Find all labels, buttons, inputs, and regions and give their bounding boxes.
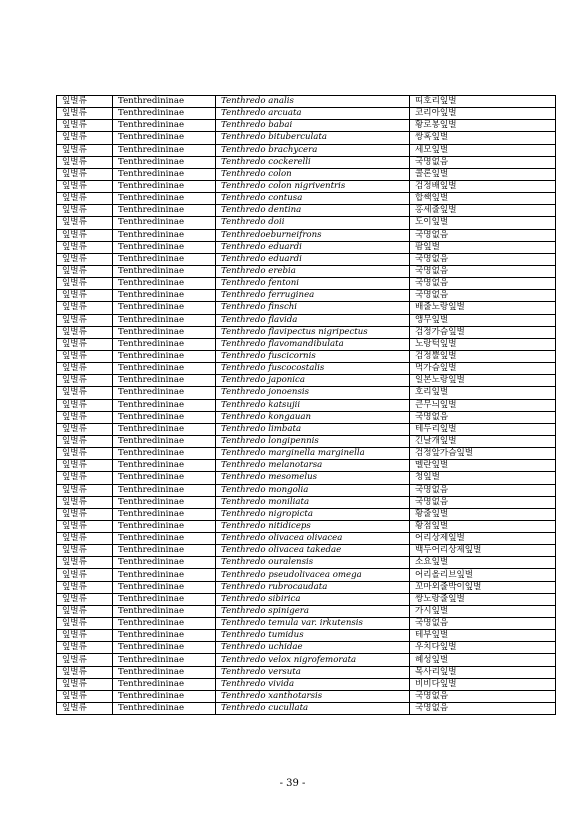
- korean-name-cell: 국명없음: [410, 290, 556, 302]
- subfamily-cell: Tenthredininae: [113, 654, 216, 666]
- group-cell: 잎벌류: [57, 229, 113, 241]
- subfamily-cell: Tenthredininae: [113, 557, 216, 569]
- group-cell: 잎벌류: [57, 205, 113, 217]
- scientific-name-cell: Tenthredo temula var. irkutensis: [216, 618, 410, 630]
- subfamily-cell: Tenthredininae: [113, 96, 216, 108]
- table-row: [57, 217, 556, 229]
- group-cell: 잎벌류: [57, 423, 113, 435]
- table-row: [57, 193, 556, 205]
- table-row: [57, 399, 556, 411]
- scientific-name-cell: Tenthredo japonica: [216, 375, 410, 387]
- table-row: [57, 241, 556, 253]
- korean-name-cell: 꼬마외줄박이잎벌: [410, 581, 556, 593]
- group-cell: 잎벌류: [57, 654, 113, 666]
- korean-name-cell: 검정배잎벌: [410, 180, 556, 192]
- subfamily-cell: Tenthredininae: [113, 423, 216, 435]
- group-cell: 잎벌류: [57, 326, 113, 338]
- subfamily-cell: Tenthredininae: [113, 205, 216, 217]
- subfamily-cell: Tenthredininae: [113, 690, 216, 702]
- scientific-name-cell: Tenthredo erebia: [216, 265, 410, 277]
- scientific-name-cell: Tenthredo jonoensis: [216, 387, 410, 399]
- table-row: [57, 557, 556, 569]
- table-row: [57, 253, 556, 265]
- table-row: [57, 630, 556, 642]
- scientific-name-cell: Tenthredo flavomandibulata: [216, 338, 410, 350]
- table-row: [57, 156, 556, 168]
- group-cell: 잎벌류: [57, 302, 113, 314]
- scientific-name-cell: Tenthredo fuscocostalis: [216, 363, 410, 375]
- scientific-name-cell: Tenthredo velox nigrofemorata: [216, 654, 410, 666]
- group-cell: 잎벌류: [57, 581, 113, 593]
- group-cell: 잎벌류: [57, 484, 113, 496]
- korean-name-cell: 가시잎벌: [410, 605, 556, 617]
- table-row: [57, 326, 556, 338]
- table-row: [57, 545, 556, 557]
- korean-name-cell: 어리상제잎벌: [410, 533, 556, 545]
- subfamily-cell: Tenthredininae: [113, 581, 216, 593]
- scientific-name-cell: Tenthredo cucullata: [216, 703, 410, 715]
- table-row: [57, 290, 556, 302]
- korean-name-cell: 국명없음: [410, 690, 556, 702]
- group-cell: 잎벌류: [57, 399, 113, 411]
- group-cell: 잎벌류: [57, 290, 113, 302]
- table-row: [57, 168, 556, 180]
- subfamily-cell: Tenthredininae: [113, 472, 216, 484]
- scientific-name-cell: Tenthredoeburneifrons: [216, 229, 410, 241]
- table-row: [57, 411, 556, 423]
- table-row: [57, 435, 556, 447]
- korean-name-cell: 먹가슴잎벌: [410, 363, 556, 375]
- scientific-name-cell: Tenthredo flavipectus nigripectus: [216, 326, 410, 338]
- subfamily-cell: Tenthredininae: [113, 314, 216, 326]
- table-row: [57, 108, 556, 120]
- scientific-name-cell: Tenthredo rubrocaudata: [216, 581, 410, 593]
- subfamily-cell: Tenthredininae: [113, 217, 216, 229]
- table-row: [57, 132, 556, 144]
- scientific-name-cell: Tenthredo brachycera: [216, 144, 410, 156]
- korean-name-cell: 쌍노랑줄잎벌: [410, 593, 556, 605]
- table-row: [57, 678, 556, 690]
- korean-name-cell: 호리잎벌: [410, 387, 556, 399]
- subfamily-cell: Tenthredininae: [113, 241, 216, 253]
- group-cell: 잎벌류: [57, 156, 113, 168]
- group-cell: 잎벌류: [57, 703, 113, 715]
- subfamily-cell: Tenthredininae: [113, 642, 216, 654]
- table-row: [57, 472, 556, 484]
- scientific-name-cell: Tenthredo babai: [216, 120, 410, 132]
- scientific-name-cell: Tenthredo flavida: [216, 314, 410, 326]
- scientific-name-cell: Tenthredo marginella marginella: [216, 448, 410, 460]
- scientific-name-cell: Tenthredo nitidiceps: [216, 520, 410, 532]
- scientific-name-cell: Tenthredo olivacea olivacea: [216, 533, 410, 545]
- korean-name-cell: 국명없음: [410, 411, 556, 423]
- species-table-body: [57, 96, 556, 715]
- group-cell: 잎벌류: [57, 120, 113, 132]
- table-row: [57, 642, 556, 654]
- subfamily-cell: Tenthredininae: [113, 302, 216, 314]
- scientific-name-cell: Tenthredo ferruginea: [216, 290, 410, 302]
- group-cell: 잎벌류: [57, 96, 113, 108]
- scientific-name-cell: Tenthredo melanotarsa: [216, 460, 410, 472]
- table-row: [57, 375, 556, 387]
- group-cell: 잎벌류: [57, 411, 113, 423]
- scientific-name-cell: Tenthredo ouralensis: [216, 557, 410, 569]
- korean-name-cell: 코리아잎벌: [410, 108, 556, 120]
- table-row: [57, 593, 556, 605]
- group-cell: 잎벌류: [57, 593, 113, 605]
- table-row: [57, 265, 556, 277]
- korean-name-cell: 국명없음: [410, 278, 556, 290]
- scientific-name-cell: Tenthredo mongolia: [216, 484, 410, 496]
- scientific-name-cell: Tenthredo uchidae: [216, 642, 410, 654]
- subfamily-cell: Tenthredininae: [113, 180, 216, 192]
- group-cell: 잎벌류: [57, 678, 113, 690]
- scientific-name-cell: Tenthredo olivacea takedae: [216, 545, 410, 557]
- subfamily-cell: Tenthredininae: [113, 605, 216, 617]
- subfamily-cell: Tenthredininae: [113, 630, 216, 642]
- group-cell: 잎벌류: [57, 448, 113, 460]
- korean-name-cell: 검정앞가슴잎벌: [410, 448, 556, 460]
- subfamily-cell: Tenthredininae: [113, 156, 216, 168]
- korean-name-cell: 청잎벌: [410, 472, 556, 484]
- subfamily-cell: Tenthredininae: [113, 411, 216, 423]
- group-cell: 잎벌류: [57, 375, 113, 387]
- group-cell: 잎벌류: [57, 132, 113, 144]
- group-cell: 잎벌류: [57, 520, 113, 532]
- scientific-name-cell: Tenthredo spinigera: [216, 605, 410, 617]
- group-cell: 잎벌류: [57, 350, 113, 362]
- group-cell: 잎벌류: [57, 193, 113, 205]
- subfamily-cell: Tenthredininae: [113, 533, 216, 545]
- group-cell: 잎벌류: [57, 690, 113, 702]
- scientific-name-cell: Tenthredo dentina: [216, 205, 410, 217]
- korean-name-cell: 검정가슴잎벌: [410, 326, 556, 338]
- table-row: [57, 508, 556, 520]
- subfamily-cell: Tenthredininae: [113, 326, 216, 338]
- subfamily-cell: Tenthredininae: [113, 144, 216, 156]
- table-row: [57, 96, 556, 108]
- subfamily-cell: Tenthredininae: [113, 108, 216, 120]
- korean-name-cell: 국명없음: [410, 703, 556, 715]
- korean-name-cell: 도이잎벌: [410, 217, 556, 229]
- table-row: [57, 302, 556, 314]
- scientific-name-cell: Tenthredo mesomelus: [216, 472, 410, 484]
- group-cell: 잎벌류: [57, 253, 113, 265]
- korean-name-cell: 국명없음: [410, 496, 556, 508]
- subfamily-cell: Tenthredininae: [113, 678, 216, 690]
- korean-name-cell: 국명없음: [410, 484, 556, 496]
- table-row: [57, 387, 556, 399]
- scientific-name-cell: Tenthredo fuscicornis: [216, 350, 410, 362]
- group-cell: 잎벌류: [57, 168, 113, 180]
- table-row: [57, 180, 556, 192]
- table-row: [57, 666, 556, 678]
- table-row: [57, 654, 556, 666]
- group-cell: 잎벌류: [57, 508, 113, 520]
- subfamily-cell: Tenthredininae: [113, 618, 216, 630]
- korean-name-cell: 국명없음: [410, 265, 556, 277]
- scientific-name-cell: Tenthredo moniliata: [216, 496, 410, 508]
- table-row: [57, 229, 556, 241]
- table-row: [57, 448, 556, 460]
- subfamily-cell: Tenthredininae: [113, 350, 216, 362]
- scientific-name-cell: Tenthredo versuta: [216, 666, 410, 678]
- korean-name-cell: 황로봉잎벌: [410, 120, 556, 132]
- korean-name-cell: 어리올리브잎벌: [410, 569, 556, 581]
- korean-name-cell: 우치다잎벌: [410, 642, 556, 654]
- table-row: [57, 363, 556, 375]
- korean-name-cell: 합쌕잎벌: [410, 193, 556, 205]
- scientific-name-cell: Tenthredo sibirica: [216, 593, 410, 605]
- group-cell: 잎벌류: [57, 533, 113, 545]
- table-row: [57, 618, 556, 630]
- group-cell: 잎벌류: [57, 472, 113, 484]
- table-row: [57, 496, 556, 508]
- subfamily-cell: Tenthredininae: [113, 120, 216, 132]
- subfamily-cell: Tenthredininae: [113, 448, 216, 460]
- korean-name-cell: 콜론잎벌: [410, 168, 556, 180]
- subfamily-cell: Tenthredininae: [113, 399, 216, 411]
- subfamily-cell: Tenthredininae: [113, 545, 216, 557]
- korean-name-cell: 국명없음: [410, 618, 556, 630]
- subfamily-cell: Tenthredininae: [113, 132, 216, 144]
- group-cell: 잎벌류: [57, 314, 113, 326]
- subfamily-cell: Tenthredininae: [113, 278, 216, 290]
- korean-name-cell: 노랑턱잎벌: [410, 338, 556, 350]
- korean-name-cell: 테두리잎벌: [410, 423, 556, 435]
- subfamily-cell: Tenthredininae: [113, 338, 216, 350]
- group-cell: 잎벌류: [57, 144, 113, 156]
- table-row: [57, 350, 556, 362]
- korean-name-cell: 황점잎벌: [410, 520, 556, 532]
- group-cell: 잎벌류: [57, 387, 113, 399]
- scientific-name-cell: Tenthredo doii: [216, 217, 410, 229]
- scientific-name-cell: Tenthredo analis: [216, 96, 410, 108]
- group-cell: 잎벌류: [57, 618, 113, 630]
- subfamily-cell: Tenthredininae: [113, 508, 216, 520]
- korean-name-cell: 혜성잎벌: [410, 654, 556, 666]
- subfamily-cell: Tenthredininae: [113, 387, 216, 399]
- group-cell: 잎벌류: [57, 108, 113, 120]
- korean-name-cell: 비비다잎벌: [410, 678, 556, 690]
- subfamily-cell: Tenthredininae: [113, 375, 216, 387]
- group-cell: 잎벌류: [57, 363, 113, 375]
- subfamily-cell: Tenthredininae: [113, 229, 216, 241]
- group-cell: 잎벌류: [57, 496, 113, 508]
- table-row: [57, 120, 556, 132]
- scientific-name-cell: Tenthredo colon nigriventris: [216, 180, 410, 192]
- group-cell: 잎벌류: [57, 569, 113, 581]
- subfamily-cell: Tenthredininae: [113, 265, 216, 277]
- korean-name-cell: 국명없음: [410, 156, 556, 168]
- subfamily-cell: Tenthredininae: [113, 593, 216, 605]
- group-cell: 잎벌류: [57, 630, 113, 642]
- scientific-name-cell: Tenthredo limbata: [216, 423, 410, 435]
- subfamily-cell: Tenthredininae: [113, 666, 216, 678]
- subfamily-cell: Tenthredininae: [113, 435, 216, 447]
- table-row: [57, 569, 556, 581]
- korean-name-cell: 황줄잎벌: [410, 508, 556, 520]
- korean-name-cell: 팜잎벌: [410, 241, 556, 253]
- table-row: [57, 690, 556, 702]
- table-row: [57, 144, 556, 156]
- table-row: [57, 423, 556, 435]
- korean-name-cell: 큰무늬잎벌: [410, 399, 556, 411]
- subfamily-cell: Tenthredininae: [113, 253, 216, 265]
- scientific-name-cell: Tenthredo arcuata: [216, 108, 410, 120]
- scientific-name-cell: Tenthredo colon: [216, 168, 410, 180]
- table-row: [57, 314, 556, 326]
- scientific-name-cell: Tenthredo pseudolivacea omega: [216, 569, 410, 581]
- scientific-name-cell: Tenthredo longipennis: [216, 435, 410, 447]
- korean-name-cell: 일본노랑잎벌: [410, 375, 556, 387]
- subfamily-cell: Tenthredininae: [113, 168, 216, 180]
- subfamily-cell: Tenthredininae: [113, 363, 216, 375]
- group-cell: 잎벌류: [57, 278, 113, 290]
- group-cell: 잎벌류: [57, 605, 113, 617]
- scientific-name-cell: Tenthredo contusa: [216, 193, 410, 205]
- table-row: [57, 605, 556, 617]
- korean-name-cell: 백두어리상제잎벌: [410, 545, 556, 557]
- subfamily-cell: Tenthredininae: [113, 193, 216, 205]
- subfamily-cell: Tenthredininae: [113, 290, 216, 302]
- korean-name-cell: 쌍혹잎벌: [410, 132, 556, 144]
- korean-name-cell: 테부잎벌: [410, 630, 556, 642]
- table-row: [57, 703, 556, 715]
- subfamily-cell: Tenthredininae: [113, 703, 216, 715]
- table-row: [57, 460, 556, 472]
- scientific-name-cell: Tenthredo eduardi: [216, 253, 410, 265]
- table-row: [57, 205, 556, 217]
- group-cell: 잎벌류: [57, 338, 113, 350]
- scientific-name-cell: Tenthredo cockerelli: [216, 156, 410, 168]
- subfamily-cell: Tenthredininae: [113, 496, 216, 508]
- group-cell: 잎벌류: [57, 460, 113, 472]
- subfamily-cell: Tenthredininae: [113, 520, 216, 532]
- group-cell: 잎벌류: [57, 557, 113, 569]
- korean-name-cell: 홍세줄잎벌: [410, 205, 556, 217]
- korean-name-cell: 소요잎벌: [410, 557, 556, 569]
- table-row: [57, 520, 556, 532]
- korean-name-cell: 긴날개잎벌: [410, 435, 556, 447]
- scientific-name-cell: Tenthredo bituberculata: [216, 132, 410, 144]
- korean-name-cell: 국명없음: [410, 229, 556, 241]
- korean-name-cell: 세모잎벌: [410, 144, 556, 156]
- table-row: [57, 278, 556, 290]
- group-cell: 잎벌류: [57, 666, 113, 678]
- group-cell: 잎벌류: [57, 180, 113, 192]
- table-row: [57, 533, 556, 545]
- group-cell: 잎벌류: [57, 217, 113, 229]
- korean-name-cell: 국명없음: [410, 253, 556, 265]
- table-row: [57, 338, 556, 350]
- scientific-name-cell: Tenthredo finschi: [216, 302, 410, 314]
- korean-name-cell: 앵무잎벌: [410, 314, 556, 326]
- table-row: [57, 484, 556, 496]
- scientific-name-cell: Tenthredo xanthotarsis: [216, 690, 410, 702]
- scientific-name-cell: Tenthredo nigropicta: [216, 508, 410, 520]
- group-cell: 잎벌류: [57, 545, 113, 557]
- scientific-name-cell: Tenthredo katsujii: [216, 399, 410, 411]
- group-cell: 잎벌류: [57, 642, 113, 654]
- korean-name-cell: 목사리잎벌: [410, 666, 556, 678]
- korean-name-cell: 배줄노랑잎벌: [410, 302, 556, 314]
- group-cell: 잎벌류: [57, 435, 113, 447]
- scientific-name-cell: Tenthredo kongauan: [216, 411, 410, 423]
- korean-name-cell: 띠호리잎벌: [410, 96, 556, 108]
- subfamily-cell: Tenthredininae: [113, 484, 216, 496]
- korean-name-cell: 검정뿔잎벌: [410, 350, 556, 362]
- scientific-name-cell: Tenthredo fentoni: [216, 278, 410, 290]
- subfamily-cell: Tenthredininae: [113, 460, 216, 472]
- scientific-name-cell: Tenthredo vivida: [216, 678, 410, 690]
- species-table: [56, 95, 556, 715]
- group-cell: 잎벌류: [57, 241, 113, 253]
- group-cell: 잎벌류: [57, 265, 113, 277]
- scientific-name-cell: Tenthredo eduardi: [216, 241, 410, 253]
- page-number: - 39 -: [279, 778, 306, 789]
- scientific-name-cell: Tenthredo tumidus: [216, 630, 410, 642]
- table-row: [57, 581, 556, 593]
- subfamily-cell: Tenthredininae: [113, 569, 216, 581]
- korean-name-cell: 멜란잎벌: [410, 460, 556, 472]
